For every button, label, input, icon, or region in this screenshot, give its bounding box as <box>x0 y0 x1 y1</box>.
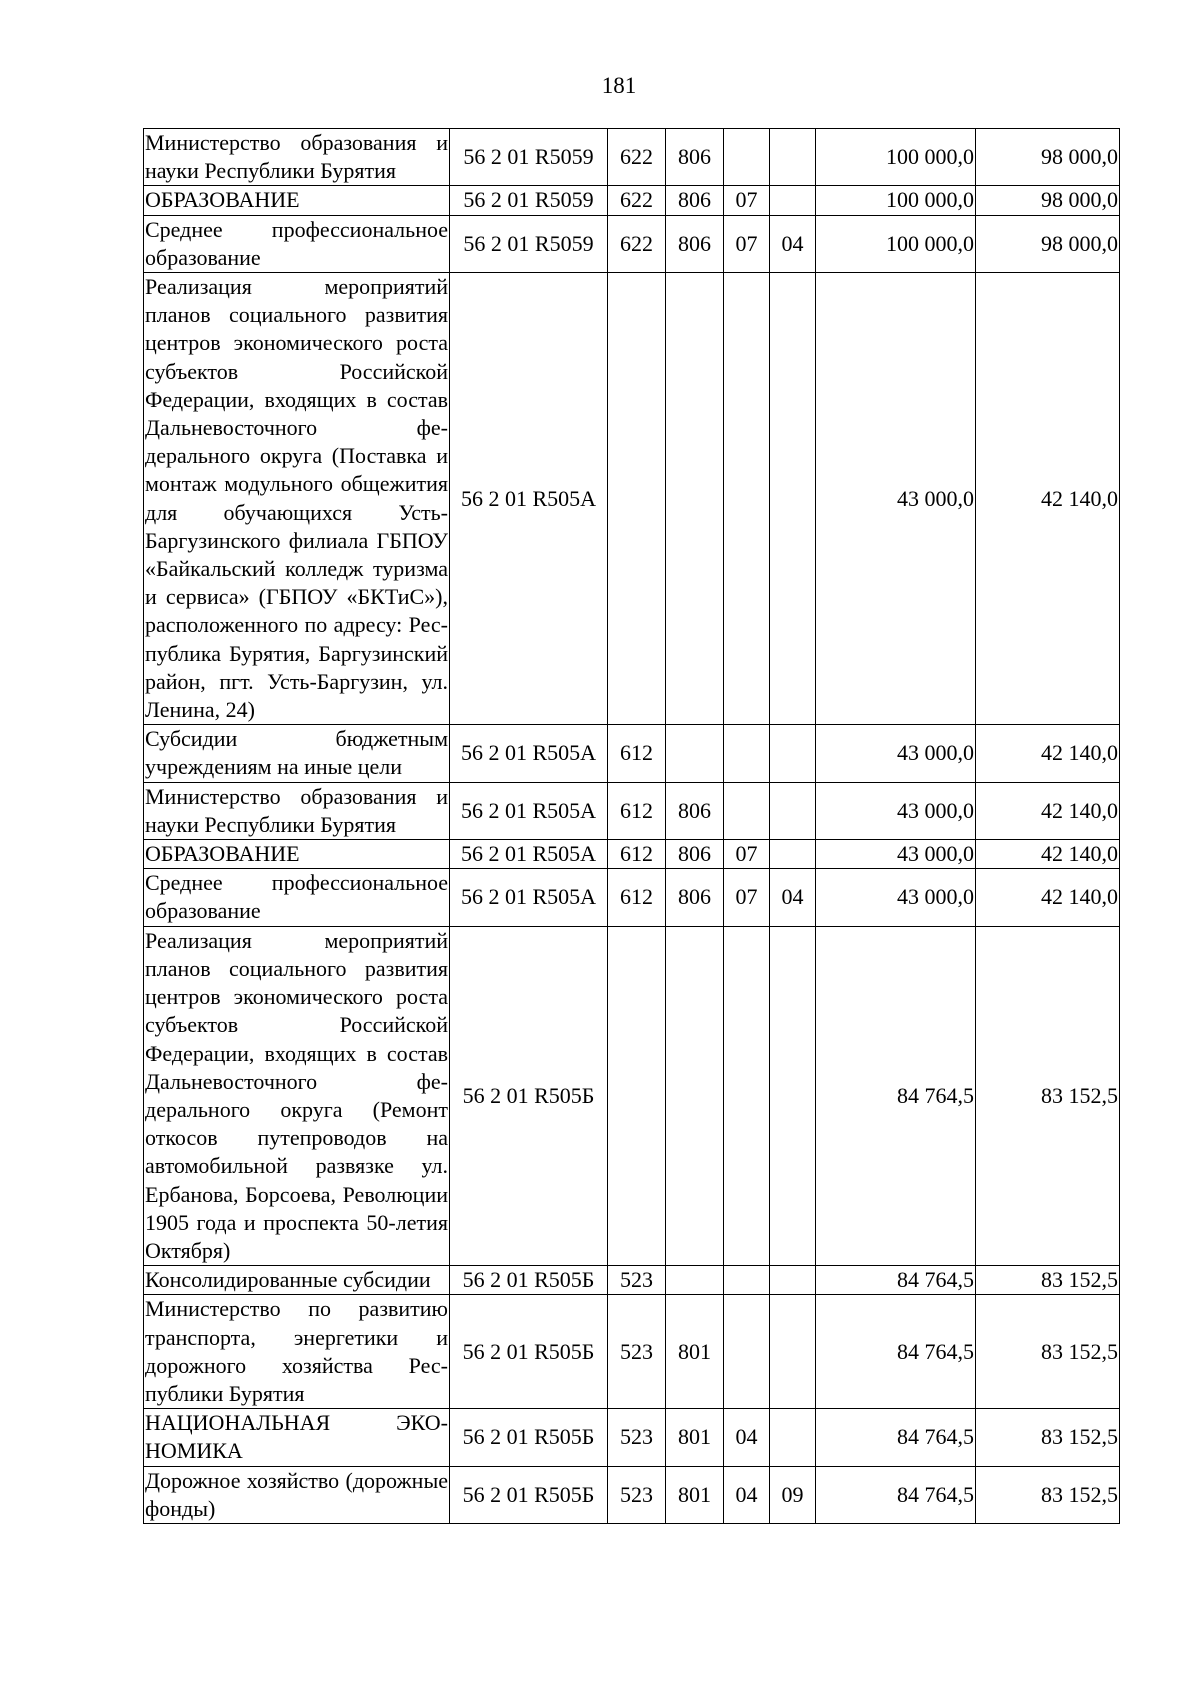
main-administrator-code <box>666 1266 724 1295</box>
main-administrator-code <box>666 926 724 1265</box>
amount-second-year: 83 152,5 <box>976 1266 1120 1295</box>
amount-first-year: 84 764,5 <box>816 1295 976 1409</box>
subsection-code <box>770 926 816 1265</box>
target-article-code: 56 2 01 R505А <box>450 782 608 839</box>
row-name: Реализация мероприятий планов социального развития центров экономического роста субъектов Российской Федерации, входящих в состав Дальневосточного федерального округа (Ремонт откосов путепроводов на автомобильной развязке ул. Ербанова, Борсоева, Революции 1905 года и проспекта 50-летия Октября) <box>144 926 450 1265</box>
row-name: Дорожное хозяйство (дорожные фонды) <box>144 1466 450 1523</box>
amount-second-year: 42 140,0 <box>976 782 1120 839</box>
row-name: Министерство по развитию транспорта, энергетики и дорожного хозяйства Республики Бурятия <box>144 1295 450 1409</box>
target-article-code: 56 2 01 R5059 <box>450 215 608 272</box>
subsection-code <box>770 1409 816 1466</box>
table-row <box>144 215 1120 272</box>
row-name: Министерство образования и науки Республики Бурятия <box>144 782 450 839</box>
table-row <box>144 725 1120 782</box>
row-name: Среднее профессиональное образование <box>144 215 450 272</box>
table-row <box>144 186 1120 215</box>
expense-type-code: 622 <box>608 129 666 186</box>
expense-type-code: 612 <box>608 840 666 869</box>
subsection-code: 09 <box>770 1466 816 1523</box>
section-code: 07 <box>724 215 770 272</box>
amount-second-year: 83 152,5 <box>976 1409 1120 1466</box>
target-article-code: 56 2 01 R505Б <box>450 1409 608 1466</box>
table-row <box>144 782 1120 839</box>
amount-second-year: 98 000,0 <box>976 186 1120 215</box>
expense-type-code: 612 <box>608 782 666 839</box>
expense-type-code: 523 <box>608 1409 666 1466</box>
amount-first-year: 84 764,5 <box>816 1266 976 1295</box>
expense-type-code <box>608 273 666 725</box>
main-administrator-code: 806 <box>666 129 724 186</box>
expense-type-code <box>608 926 666 1265</box>
section-code: 04 <box>724 1409 770 1466</box>
amount-first-year: 43 000,0 <box>816 273 976 725</box>
expense-type-code: 612 <box>608 869 666 926</box>
amount-second-year: 83 152,5 <box>976 1295 1120 1409</box>
amount-first-year: 43 000,0 <box>816 869 976 926</box>
subsection-code <box>770 840 816 869</box>
row-name: НАЦИОНАЛЬНАЯ ЭКОНОМИКА <box>144 1409 450 1466</box>
amount-first-year: 43 000,0 <box>816 725 976 782</box>
table-row <box>144 840 1120 869</box>
expense-type-code: 523 <box>608 1266 666 1295</box>
table-row <box>144 1266 1120 1295</box>
section-code: 07 <box>724 186 770 215</box>
section-code: 07 <box>724 840 770 869</box>
expense-type-code: 622 <box>608 215 666 272</box>
section-code <box>724 782 770 839</box>
expense-type-code: 523 <box>608 1466 666 1523</box>
subsection-code <box>770 782 816 839</box>
main-administrator-code: 806 <box>666 782 724 839</box>
section-code <box>724 725 770 782</box>
main-administrator-code: 806 <box>666 869 724 926</box>
section-code: 04 <box>724 1466 770 1523</box>
target-article-code: 56 2 01 R505Б <box>450 1266 608 1295</box>
main-administrator-code: 806 <box>666 215 724 272</box>
amount-first-year: 43 000,0 <box>816 782 976 839</box>
amount-second-year: 42 140,0 <box>976 725 1120 782</box>
expense-type-code: 612 <box>608 725 666 782</box>
target-article-code: 56 2 01 R505Б <box>450 926 608 1265</box>
main-administrator-code <box>666 273 724 725</box>
amount-first-year: 43 000,0 <box>816 840 976 869</box>
target-article-code: 56 2 01 R505А <box>450 273 608 725</box>
expense-type-code: 622 <box>608 186 666 215</box>
main-administrator-code: 801 <box>666 1295 724 1409</box>
amount-first-year: 100 000,0 <box>816 129 976 186</box>
main-administrator-code: 801 <box>666 1466 724 1523</box>
target-article-code: 56 2 01 R505Б <box>450 1466 608 1523</box>
row-name: Субсидии бюджетным учреждениям на иные цели <box>144 725 450 782</box>
main-administrator-code <box>666 725 724 782</box>
subsection-code: 04 <box>770 215 816 272</box>
table-row <box>144 869 1120 926</box>
budget-table <box>143 128 1120 1524</box>
target-article-code: 56 2 01 R505Б <box>450 1295 608 1409</box>
section-code <box>724 926 770 1265</box>
subsection-code <box>770 273 816 725</box>
subsection-code <box>770 725 816 782</box>
row-name: ОБРАЗОВАНИЕ <box>144 186 450 215</box>
subsection-code <box>770 1266 816 1295</box>
main-administrator-code: 806 <box>666 186 724 215</box>
section-code <box>724 1266 770 1295</box>
page-number: 181 <box>601 73 637 98</box>
table-row <box>144 926 1120 1265</box>
amount-second-year: 42 140,0 <box>976 273 1120 725</box>
row-name: Среднее профессиональное образование <box>144 869 450 926</box>
target-article-code: 56 2 01 R505А <box>450 869 608 926</box>
section-code: 07 <box>724 869 770 926</box>
row-name: ОБРАЗОВАНИЕ <box>144 840 450 869</box>
amount-second-year: 98 000,0 <box>976 215 1120 272</box>
amount-second-year: 42 140,0 <box>976 840 1120 869</box>
amount-first-year: 84 764,5 <box>816 926 976 1265</box>
row-name: Консолидированные субсидии <box>144 1266 450 1295</box>
main-administrator-code: 801 <box>666 1409 724 1466</box>
table-row <box>144 129 1120 186</box>
amount-first-year: 100 000,0 <box>816 215 976 272</box>
row-name: Реализация мероприятий планов социального развития центров экономического роста субъектов Российской Федерации, входящих в состав Дальневосточного федерального округа (Поставка и монтаж модульного общежития для обучающихся Усть-Баргузинского филиала ГБПОУ «Байкальский колледж туризма и сервиса» (ГБПОУ «БКТиС»), расположенного по адресу: Республика Бурятия, Баргузинский район, пгт. Усть-Баргузин, ул. Ленина, 24) <box>144 273 450 725</box>
main-administrator-code: 806 <box>666 840 724 869</box>
amount-first-year: 84 764,5 <box>816 1409 976 1466</box>
row-name: Министерство образования и науки Республики Бурятия <box>144 129 450 186</box>
amount-first-year: 100 000,0 <box>816 186 976 215</box>
amount-second-year: 42 140,0 <box>976 869 1120 926</box>
amount-second-year: 98 000,0 <box>976 129 1120 186</box>
table-row <box>144 273 1120 725</box>
section-code <box>724 273 770 725</box>
subsection-code: 04 <box>770 869 816 926</box>
amount-second-year: 83 152,5 <box>976 926 1120 1265</box>
section-code <box>724 129 770 186</box>
budget-table-body <box>144 129 1120 1524</box>
target-article-code: 56 2 01 R5059 <box>450 186 608 215</box>
subsection-code <box>770 129 816 186</box>
amount-second-year: 83 152,5 <box>976 1466 1120 1523</box>
amount-first-year: 84 764,5 <box>816 1466 976 1523</box>
section-code <box>724 1295 770 1409</box>
target-article-code: 56 2 01 R505А <box>450 725 608 782</box>
table-row <box>144 1409 1120 1466</box>
table-row <box>144 1466 1120 1523</box>
target-article-code: 56 2 01 R5059 <box>450 129 608 186</box>
expense-type-code: 523 <box>608 1295 666 1409</box>
target-article-code: 56 2 01 R505А <box>450 840 608 869</box>
table-row <box>144 1295 1120 1409</box>
subsection-code <box>770 186 816 215</box>
subsection-code <box>770 1295 816 1409</box>
